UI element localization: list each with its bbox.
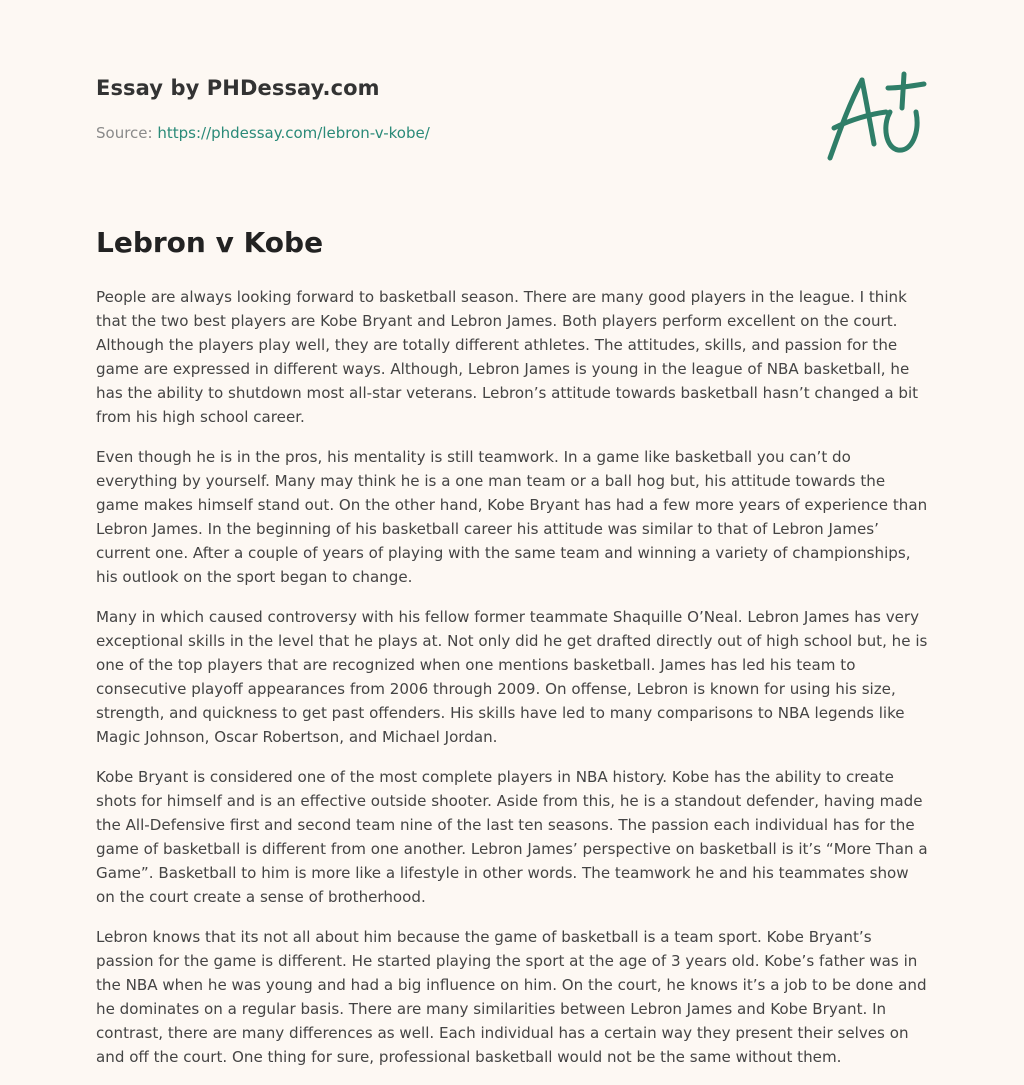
site-brand: Essay by PHDessay.com xyxy=(96,76,380,100)
article-body xyxy=(96,285,928,1085)
paragraph-4: Kobe Bryant is considered one of the most complete players in NBA history. Kobe has the ability to create shots for himself and is an effective outside shooter. Aside from this, he is a standout defender, having made the All-Defensive first and second team nine of the last ten seasons. The passion each individual has for the game of basketball is different from one another. Lebron James’ perspective on basketball is it’s “More Than a Game”. Basketball to him is more like a lifestyle in other words. The teamwork he and his teammates show on the court create a sense of brotherhood. xyxy=(96,768,928,906)
a-plus-logo-icon xyxy=(820,66,930,166)
page-title: Lebron v Kobe xyxy=(96,226,324,259)
source-line xyxy=(96,124,430,142)
paragraph-3: Many in which caused controversy with his fellow former teammate Shaquille O’Neal. Lebron James has very exceptional skills in the level that he plays at. Not only did he get drafted directly out of high school but, he is one of the top players that are recognized when one mentions basketball. James has led his team to consecutive playoff appearances from 2006 through 2009. On offense, Lebron is known for using his size, strength, and quickness to get past offenders. His skills have led to many comparisons to NBA legends like Magic Johnson, Oscar Robertson, and Michael Jordan. xyxy=(96,608,928,746)
paragraph-5: Lebron knows that its not all about him because the game of basketball is a team sport. Kobe Bryant’s passion for the game is different. He started playing the sport at the age of 3 years old. Kobe’s father was in the NBA when he was young and had a big influence on him. On the court, he knows it’s a job to be done and he dominates on a regular basis. There are many similarities between Lebron James and Kobe Bryant. In contrast, there are many differences as well. Each individual has a certain way they present their selves on and off the court. One thing for sure, professional basketball would not be the same without them. xyxy=(96,928,927,1066)
paragraph-2: Even though he is in the pros, his mentality is still teamwork. In a game like basketball you can’t do everything by yourself. Many may think he is a one man team or a ball hog but, his attitude towards the game makes himself stand out. On the other hand, Kobe Bryant has had a few more years of experience than Lebron James. In the beginning of his basketball career his attitude was similar to that of Lebron James’ current one. After a couple of years of playing with the same team and winning a variety of championships, his outlook on the sport began to change. xyxy=(96,448,928,586)
paragraph-1: People are always looking forward to basketball season. There are many good players in the league. I think that the two best players are Kobe Bryant and Lebron James. Both players perform excellent on the court. Although the players play well, they are totally different athletes. The attitudes, skills, and passion for the game are expressed in different ways. Although, Lebron James is young in the league of NBA basketball, he has the ability to shutdown most all-star veterans. Lebron’s attitude towards basketball hasn’t changed a bit from his high school career. xyxy=(96,288,919,426)
source-link[interactable]: https://phdessay.com/lebron-v-kobe/ xyxy=(157,124,430,142)
source-label: Source: xyxy=(96,124,153,142)
